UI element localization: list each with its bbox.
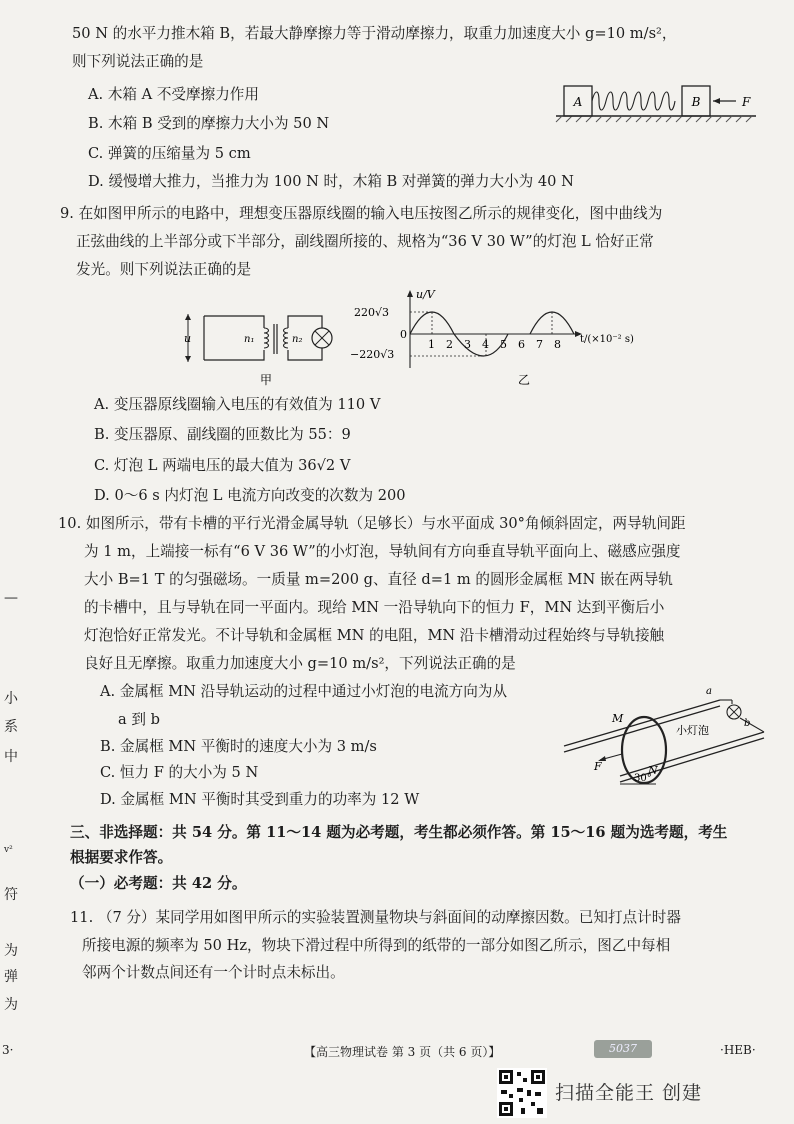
tick-2: 2: [446, 338, 453, 351]
q11-stem-line-3: 邻两个计数点间还有一个计时点未标出。: [82, 964, 345, 981]
point-m-label: M: [612, 712, 624, 725]
origin-label: 0: [400, 328, 407, 341]
primary-coil: [264, 328, 269, 348]
q10-stem-line-5: 灯泡恰好正常发光。不计导轨和金属框 MN 的电阻，MN 沿卡槽滑动过程始终与导轨接触: [84, 627, 665, 644]
q9-option-c: C. 灯泡 L 两端电压的最大值为 36√2 V: [94, 457, 351, 474]
tick-6: 6: [518, 338, 525, 351]
q10-stem-line-3: 大小 B=1 T 的匀强磁场。一质量 m=200 g、直径 d=1 m 的圆形金属框 MN 嵌在两导轨: [84, 571, 673, 588]
section-3-heading-line-1: 三、非选择题：共 54 分。第 11～14 题为必考题，考生都必须作答。第 15～16 题为选考题，考生: [70, 824, 728, 841]
q10-option-a-line-2: a 到 b: [118, 711, 160, 728]
q11-stem-line-1: 11. （7 分）某同学用如图甲所示的实验装置测量物块与斜面间的动摩擦因数。已知打点计时器: [70, 909, 681, 926]
angle-label: 30°: [634, 773, 652, 784]
point-n-label: N: [648, 764, 658, 777]
q11-stem-line-2: 所接电源的频率为 50 Hz，物块下滑过程中所得到的纸带的一部分如图乙所示，图乙中每相: [82, 937, 671, 954]
required-section-heading: （一）必考题：共 42 分。: [70, 875, 247, 892]
force-f-label: F: [594, 760, 602, 773]
n1-label: n₁: [244, 334, 255, 345]
terminal-b-label: b: [744, 718, 751, 729]
q10-stem-line-6: 良好且无摩擦。取重力加速度大小 g=10 m/s²，下列说法正确的是: [84, 655, 516, 672]
q9-circuit-figure: [176, 306, 346, 388]
q8-option-a: A. 木箱 A 不受摩擦力作用: [88, 86, 259, 103]
box-b-label: B: [691, 95, 701, 109]
margin-char-2: 系: [4, 719, 18, 735]
force-label: F: [742, 95, 751, 109]
q9-stem-line-2: 正弦曲线的上半部分或下半部分，副线圈所接的、规格为“36 V 30 W”的灯泡 L 恰好正常: [76, 233, 654, 250]
tick-7: 7: [536, 338, 543, 351]
qr-code-icon: [497, 1068, 547, 1118]
y-min-label: −220√3: [350, 348, 395, 361]
q10-stem-line-2: 为 1 m，上端接一标有“6 V 36 W”的小灯泡，导轨间有方向垂直导轨平面向上、磁感应强度: [84, 543, 681, 560]
q8-option-b: B. 木箱 B 受到的摩擦力大小为 50 N: [88, 115, 330, 132]
wave-positive-2: [530, 312, 574, 334]
footer-right-mark: ·HEB·: [720, 1043, 756, 1057]
q9-option-d: D. 0～6 s 内灯泡 L 电流方向改变的次数为 200: [94, 487, 406, 504]
tick-3: 3: [464, 338, 471, 351]
y-axis-label: u/V: [416, 288, 435, 301]
figure-yi-caption: 乙: [518, 373, 531, 387]
margin-char-1: 小: [4, 691, 18, 707]
q9-option-b: B. 变压器原、副线圈的匝数比为 55：9: [94, 426, 351, 443]
footer-page-info: 【高三物理试卷 第 3 页（共 6 页）】: [304, 1045, 501, 1059]
q9-stem-line-3: 发光。则下列说法正确的是: [76, 261, 252, 278]
margin-dash: —: [4, 590, 18, 606]
q8-option-d: D. 缓慢增大推力，当推力为 100 N 时，木箱 B 对弹簧的弹力大小为 40 N: [88, 173, 574, 190]
tick-1: 1: [428, 338, 435, 351]
margin-char-3: 中: [4, 749, 18, 765]
q8-stem-line-2: 则下列说法正确的是: [72, 53, 204, 70]
margin-char-5: 符: [4, 887, 18, 903]
scanner-watermark-text: 扫描全能王 创建: [555, 1082, 703, 1104]
n2-label: n₂: [292, 334, 303, 345]
q10-option-d: D. 金属框 MN 平衡时其受到重力的功率为 12 W: [100, 791, 420, 808]
margin-char-7: 弹: [4, 969, 18, 985]
q8-option-c: C. 弹簧的压缩量为 5 cm: [88, 145, 251, 162]
tick-5: 5: [500, 338, 507, 351]
q9-voltage-graph: [350, 286, 636, 388]
q10-option-b: B. 金属框 MN 平衡时的速度大小为 3 m/s: [100, 738, 377, 755]
secondary-coil: [284, 328, 289, 348]
lamp-text-label: 小灯泡: [676, 724, 709, 737]
wave-positive-1: [410, 312, 454, 334]
y-max-label: 220√3: [354, 306, 390, 319]
tick-4: 4: [482, 338, 489, 351]
tick-8: 8: [554, 338, 561, 351]
input-voltage-label: u: [184, 332, 192, 345]
margin-char-8: 为: [4, 997, 18, 1013]
q10-rail-figure: [560, 688, 776, 792]
section-3-heading-line-2: 根据要求作答。: [70, 849, 173, 866]
figure-jia-caption: 甲: [260, 373, 273, 387]
footer-left-mark: 3·: [2, 1043, 14, 1057]
x-axis-label: t/(×10⁻² s): [580, 334, 634, 345]
q10-option-c: C. 恒力 F 的大小为 5 N: [100, 764, 259, 781]
q10-option-a-line-1: A. 金属框 MN 沿导轨运动的过程中通过小灯泡的电流方向为从: [100, 683, 508, 700]
terminal-a-label: a: [706, 686, 712, 697]
q10-stem-line-4: 的卡槽中，且与导轨在同一平面内。现给 MN 一沿导轨向下的恒力 F，MN 达到平衡后小: [84, 599, 665, 616]
margin-char-6: 为: [4, 943, 18, 959]
q10-stem-line-1: 10. 如图所示，带有卡槽的平行光滑金属导轨（足够长）与水平面成 30°角倾斜固定，两导轨间距: [58, 515, 686, 532]
margin-char-4: v²: [4, 845, 13, 855]
spring-coil: [592, 92, 675, 110]
q9-stem-line-1: 9. 在如图甲所示的电路中，理想变压器原线圈的输入电压按图乙所示的规律变化，图中曲线为: [60, 205, 663, 222]
q9-option-a: A. 变压器原线圈输入电压的有效值为 110 V: [94, 396, 381, 413]
q8-spring-figure: [556, 78, 768, 126]
footer-code-stamp: 5037: [594, 1040, 652, 1058]
box-a-label: A: [573, 95, 583, 109]
q8-stem-line-1: 50 N 的水平力推木箱 B，若最大静摩擦力等于滑动摩擦力，取重力加速度大小 g=10 m/s²，: [72, 25, 677, 42]
